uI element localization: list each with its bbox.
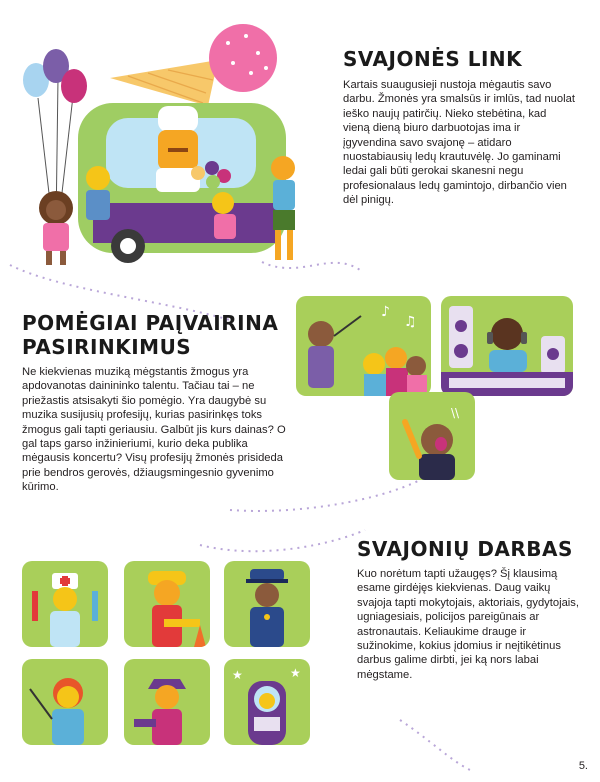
svg-text:♫: ♫ (404, 314, 417, 330)
tile-choir-conductor (296, 296, 431, 396)
section-text-svajoniu-darbas: Kuo norėtum tapti užaugęs? Šį klausimą esame girdėjęs kiekvienas. Daug vaikų svajoja tapti mokytojais, aktoriais, gydytojais, ugniagesiais, policijos pareigūnais ar astronautais. Keliaukime drauge ir sužinokime, kokius įdomius ir neįtikėtinus darbus galime dirbti, jei ką nors labai mėgstame. (357, 568, 579, 681)
section-title-pomegiai-line2: PASIRINKIMUS (22, 335, 192, 359)
tile-sound-engineer (441, 296, 573, 396)
svg-text:★: ★ (290, 666, 301, 680)
section-title-svajoniu-darbas: SVAJONIŲ DARBAS (357, 537, 573, 561)
tile-teacher (22, 659, 108, 745)
tile-firefighter (124, 561, 210, 647)
ice-cream-van-illustration (18, 18, 300, 273)
section-text-svajones-link: Kartais suaugusieji nustoja mėgautis savo darbu. Žmonės yra smalsūs ir imlūs, tad nuolat ieško naujų patirčių. Nieko stebėtina, kad vieną dieną biuro darbuotojas ima ir įgyvendina savo svajonę – atidaro nuostabiausių ledų krautuvėlę. Jo gaminami ledai gali būti gerokai skanesni negu profesionalaus ledų gamintojo, dirbančio vien dėl pinigų. (343, 79, 575, 207)
section-title-svajones-link: SVAJONĖS LINK (343, 47, 523, 71)
tile-astronaut (224, 659, 310, 745)
svg-text:♪: ♪ (381, 304, 390, 320)
section-text-pomegiai: Ne kiekvienas muziką mėgstantis žmogus yra apdovanotas dainininko talentu. Tačiau tai – ne priežastis atsisakyti šio pomėgio. Yra daugybė su muzika susijusių profesijų, kurias pasirinkęs toks žmogus gali tapti geriausiu. Galbūt jis kurs dainas? O gal taps garso inžinieriumi, kurio deka publika mėgausis koncertu? Visų profesijų žmonės prisideda prie bendros gerovės, džiaugsmingesnio gyvenimo kūrimo. (22, 366, 286, 494)
tile-police-officer (224, 561, 310, 647)
svg-text:\\: \\ (451, 406, 460, 420)
page-number: 5. (578, 760, 588, 772)
tile-doctor (22, 561, 108, 647)
tile-actor (124, 659, 210, 745)
tile-singer (389, 392, 475, 480)
section-title-pomegiai-line1: POMĖGIAI PAĮVAIRINA (22, 311, 279, 335)
svg-text:★: ★ (232, 668, 243, 682)
